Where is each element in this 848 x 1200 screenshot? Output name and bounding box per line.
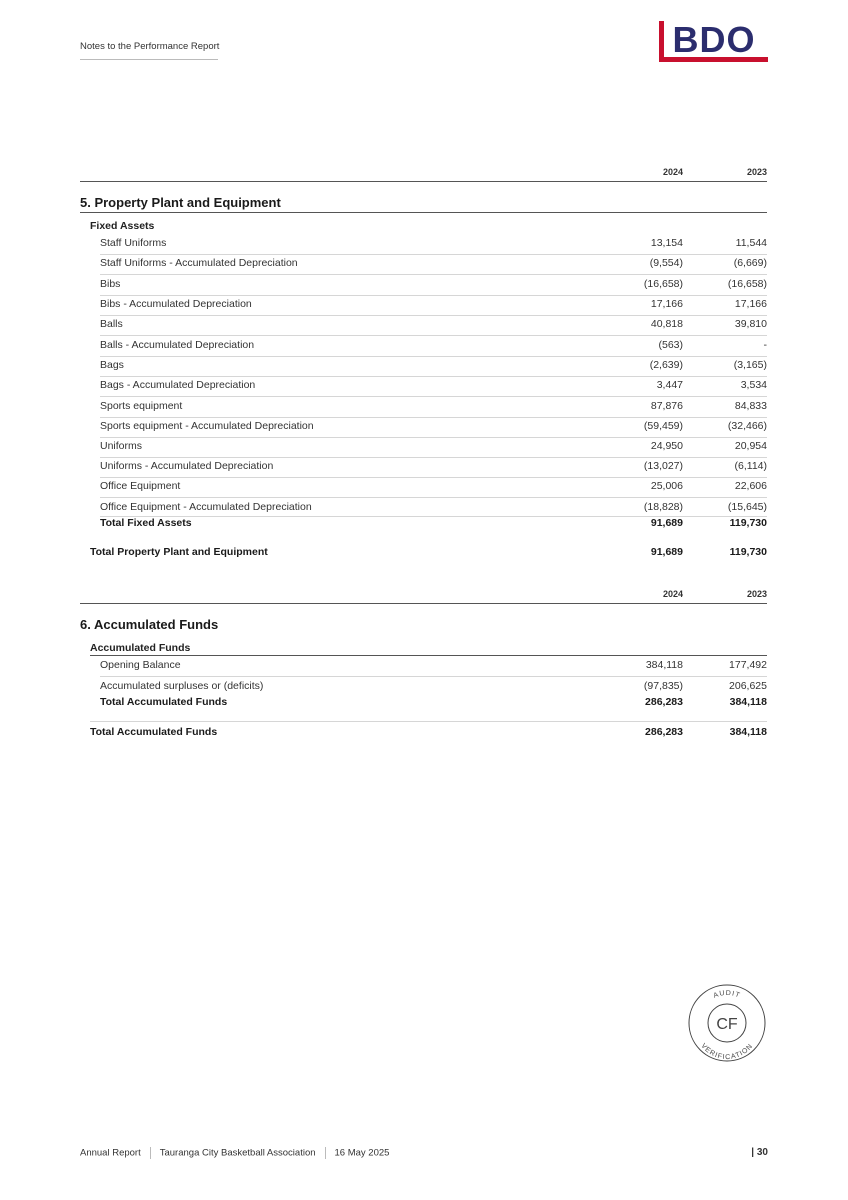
row-label: Office Equipment - Accumulated Depreciation — [100, 501, 312, 513]
subtotal-2024: 91,689 — [650, 517, 683, 529]
value-2023: 17,166 — [734, 298, 767, 310]
table-row — [100, 255, 767, 274]
table-row — [100, 276, 767, 295]
group-title-fixed-assets: Fixed Assets — [90, 220, 155, 232]
value-2023: (6,114) — [734, 460, 767, 472]
value-2023: 84,833 — [734, 400, 767, 412]
year-2023-header: 2023 — [746, 167, 767, 177]
row-label: Bibs - Accumulated Depreciation — [100, 298, 252, 310]
value-2024: (16,658) — [643, 278, 683, 290]
svg-text:VERIFICATION — [699, 1042, 754, 1061]
row-divider — [100, 274, 767, 275]
row-divider — [100, 396, 767, 397]
grand-total-2023: 119,730 — [729, 546, 767, 558]
grand-total-label: Total Property Plant and Equipment — [90, 546, 268, 558]
header-rule — [80, 181, 767, 182]
value-2024: 87,876 — [650, 400, 683, 412]
value-2023: (3,165) — [733, 359, 767, 371]
value-2024: (59,459) — [643, 420, 683, 432]
row-label: Bags - Accumulated Depreciation — [100, 379, 256, 391]
table-row — [100, 235, 767, 254]
row-divider — [100, 335, 767, 336]
table-row — [100, 458, 767, 477]
footer — [80, 1147, 389, 1159]
row-divider — [90, 721, 767, 722]
svg-text:AUDIT — [713, 990, 742, 1000]
value-2024: (9,554) — [649, 257, 683, 269]
value-2024: 17,166 — [650, 298, 683, 310]
year-2024-header: 2024 — [662, 589, 683, 599]
value-2023: 3,534 — [740, 379, 767, 391]
value-2024: (563) — [658, 339, 683, 351]
table-row — [100, 438, 767, 457]
value-2023: 177,492 — [729, 659, 767, 671]
value-2024: 25,006 — [650, 480, 683, 492]
value-2023: (6,669) — [733, 257, 767, 269]
subtotal-label: Total Accumulated Funds — [100, 696, 228, 708]
footer-separator — [325, 1147, 326, 1159]
subtotal-2023: 384,118 — [729, 696, 767, 708]
grand-total-2024: 91,689 — [650, 546, 683, 558]
group-rule — [90, 655, 767, 656]
row-label: Bibs — [100, 278, 121, 290]
year-2023-header: 2023 — [746, 589, 767, 599]
subtotal-row — [100, 515, 767, 534]
table-row — [100, 377, 767, 396]
value-2023: (15,645) — [727, 501, 767, 513]
header-title: Notes to the Performance Report — [80, 41, 220, 52]
grand-total-row — [90, 544, 767, 563]
bdo-logo — [659, 19, 768, 62]
table-row — [100, 478, 767, 497]
stamp-top-text: AUDIT — [712, 989, 742, 1000]
row-divider — [100, 676, 767, 677]
value-2024: (2,639) — [649, 359, 683, 371]
row-label: Uniforms — [100, 440, 143, 452]
value-2024: (13,027) — [643, 460, 683, 472]
table-row — [100, 398, 767, 417]
stamp-initials: CF — [716, 1016, 738, 1033]
value-2023: 39,810 — [734, 318, 767, 330]
subtotal-row — [100, 694, 767, 713]
subtotal-2023: 119,730 — [729, 517, 767, 529]
grand-total-2024: 286,283 — [645, 726, 683, 738]
logo-text: BDO — [672, 19, 756, 60]
value-2023: 22,606 — [734, 480, 767, 492]
group-title-accumulated-funds: Accumulated Funds — [90, 642, 191, 654]
value-2024: 40,818 — [650, 318, 683, 330]
value-2024: (97,835) — [643, 680, 683, 692]
row-label: Balls — [100, 318, 123, 330]
footer-organisation: Tauranga City Basketball Association — [159, 1147, 316, 1159]
grand-total-label: Total Accumulated Funds — [90, 726, 218, 738]
table-row — [100, 357, 767, 376]
footer-report: Annual Report — [80, 1147, 141, 1159]
grand-total-2023: 384,118 — [729, 726, 767, 738]
table-row — [100, 657, 767, 676]
table-row — [100, 418, 767, 437]
footer-separator — [150, 1147, 151, 1159]
row-label: Bags — [100, 359, 124, 371]
row-label: Uniforms - Accumulated Depreciation — [100, 460, 274, 472]
row-label: Accumulated surpluses or (deficits) — [100, 680, 264, 692]
section-rule — [80, 212, 767, 213]
value-2023: 11,544 — [735, 237, 767, 249]
value-2023: 20,954 — [734, 440, 767, 452]
subtotal-2024: 286,283 — [645, 696, 683, 708]
table-row — [100, 316, 767, 335]
page-number: | 30 — [751, 1147, 768, 1158]
section-title-accumulated-funds: 6. Accumulated Funds — [80, 617, 219, 632]
row-label: Opening Balance — [100, 659, 181, 671]
value-2023: (16,658) — [727, 278, 767, 290]
stamp-bottom-text: VERIFICATION — [699, 1042, 755, 1062]
value-2023: - — [763, 339, 767, 351]
value-2023: 206,625 — [729, 680, 767, 692]
value-2024: 384,118 — [645, 659, 683, 671]
grand-total-row — [90, 724, 767, 743]
header-divider — [80, 59, 218, 60]
row-divider — [100, 497, 767, 498]
value-2024: 3,447 — [656, 379, 683, 391]
table-row — [100, 296, 767, 315]
table-row — [100, 337, 767, 356]
footer-date: 16 May 2025 — [334, 1147, 390, 1159]
year-2024-header: 2024 — [662, 167, 683, 177]
value-2024: 24,950 — [650, 440, 683, 452]
row-label: Sports equipment — [100, 400, 183, 412]
value-2023: (32,466) — [727, 420, 767, 432]
row-label: Staff Uniforms - Accumulated Depreciation — [100, 257, 298, 269]
header-rule — [80, 603, 767, 604]
row-label: Sports equipment - Accumulated Depreciation — [100, 420, 314, 432]
subtotal-label: Total Fixed Assets — [100, 517, 192, 529]
value-2024: (18,828) — [643, 501, 683, 513]
value-2024: 13,154 — [650, 237, 683, 249]
section-title-ppe: 5. Property Plant and Equipment — [80, 195, 281, 210]
row-label: Staff Uniforms — [100, 237, 167, 249]
row-label: Office Equipment — [100, 480, 181, 492]
row-label: Balls - Accumulated Depreciation — [100, 339, 255, 351]
audit-verification-stamp — [687, 983, 767, 1063]
